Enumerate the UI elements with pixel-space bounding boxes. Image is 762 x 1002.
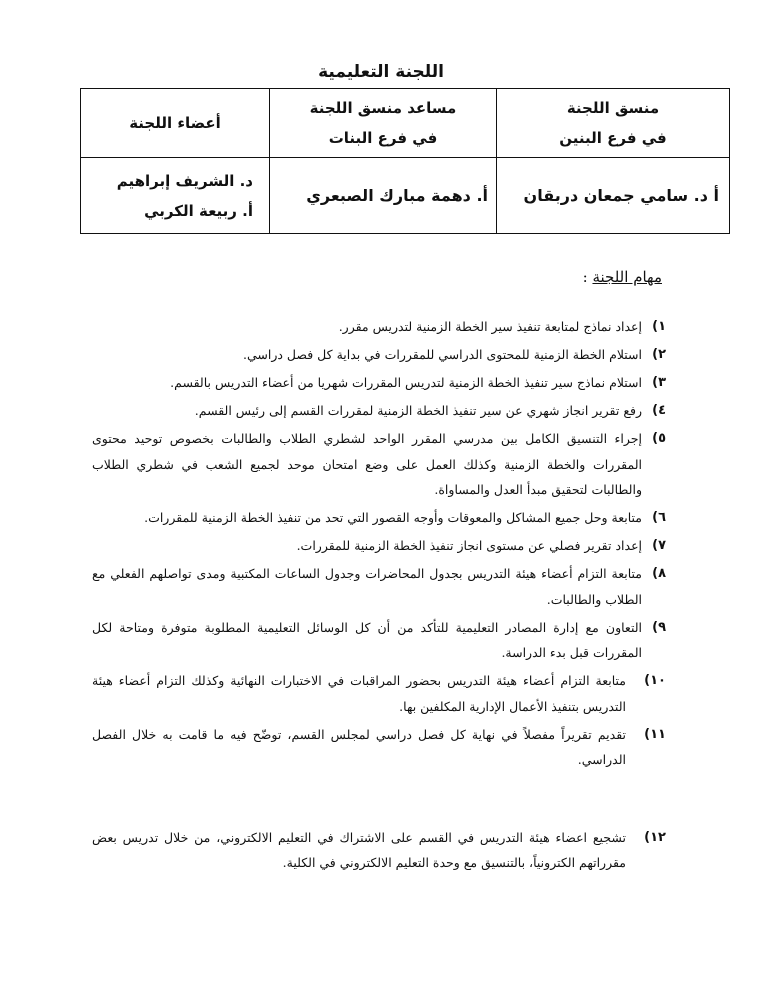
task-text: رفع تقرير انجاز شهري عن سير تنفيذ الخطة الزمنية لمقررات القسم إلى رئيس القسم. [194, 403, 642, 418]
committee-table [80, 88, 730, 234]
tasks-heading-colon: : [582, 268, 593, 286]
task-text: تشجيع اعضاء هيئة التدريس في القسم على الاشتراك في التعليم الالكتروني، من خلال تدريس بعض مقرراتهم الكترونياً، بالتنسيق مع وحدة التعليم الالكتروني في الكلية. [92, 829, 626, 870]
assistant-header-cell [270, 89, 497, 158]
coordinator-header-branch: في فرع البنين [559, 129, 667, 148]
coordinator-header-cell [497, 89, 730, 158]
task-item [92, 398, 666, 424]
task-number: ١٠) [644, 673, 666, 688]
assistant-header-title: مساعد منسق اللجنة [309, 99, 457, 118]
task-item [92, 615, 666, 666]
member-name-1: د. الشريف إبراهيم [116, 171, 253, 190]
task-item [92, 426, 666, 503]
coordinator-header-title: منسق اللجنة [566, 99, 660, 118]
task-text: استلام نماذج سير تنفيذ الخطة الزمنية لتدريس المقررات شهريا من أعضاء التدريس بالقسم. [170, 375, 642, 390]
assistant-name-cell [270, 158, 497, 234]
task-number: ٨) [652, 566, 666, 581]
task-item [92, 342, 666, 368]
task-number: ٥) [652, 431, 666, 446]
tasks-list [92, 314, 666, 878]
assistant-name: أ. دهمة مبارك الصبعري [306, 185, 488, 205]
task-number: ٢) [652, 347, 666, 362]
members-header-title: أعضاء اللجنة [129, 114, 221, 133]
task-number: ١١) [644, 726, 666, 742]
task-number: ٩) [652, 619, 666, 635]
task-text: التعاون مع إدارة المصادر التعليمية للتأكد من أن كل الوسائل التعليمية المطلوبة متوفرة ومتاحة لكل المقررات قبل بدء الدراسة. [92, 619, 642, 660]
task-text: إعداد نماذج لمتابعة تنفيذ سير الخطة الزمنية لتدريس مقرر. [338, 319, 642, 334]
task-item [92, 561, 666, 612]
task-number: ٣) [652, 375, 666, 390]
table-header-row [81, 89, 730, 158]
task-item [92, 533, 666, 559]
task-number: ٤) [652, 403, 666, 418]
task-number: ١) [652, 319, 666, 334]
task-item [92, 314, 666, 340]
task-text: متابعة وحل جميع المشاكل والمعوقات وأوجه القصور التي تحد من تنفيذ الخطة الزمنية للمقررات. [144, 510, 642, 525]
task-item [92, 825, 666, 876]
coordinator-name-cell [497, 158, 730, 234]
task-text: متابعة التزام أعضاء هيئة التدريس بحضور المراقبات في الاختبارات النهائية وكذلك التزام أعضاء هيئة التدريس بتنفيذ الأعمال الإدارية المكلفين بها. [92, 673, 626, 714]
task-text: تقديم تقريراً مفصلاً في نهاية كل فصل دراسي لمجلس القسم، توضّح فيه ما قامت به خلال الفصل الدراسي. [92, 726, 626, 767]
task-text: متابعة التزام أعضاء هيئة التدريس بجدول المحاضرات وجدول الساعات المكتبية ومدى تواصلهم الفعلي مع الطلاب والطالبات. [92, 566, 642, 607]
coordinator-name: أ د. سامي جمعان دربقان [523, 185, 719, 205]
task-text: إعداد تقرير فصلي عن مستوى انجاز تنفيذ الخطة الزمنية للمقررات. [296, 538, 642, 553]
assistant-header-branch: في فرع البنات [328, 129, 438, 148]
task-text: إجراء التنسيق الكامل بين مدرسي المقرر الواحد لشطري الطلاب والطالبات بخصوص توحيد محتوى المقررات والخطة الزمنية وكذلك العمل على وضع امتحان موحد لجميع الشعب في شطري الطلاب والطالبات لتحقيق مبدأ العدل والمساواة. [92, 431, 642, 497]
task-item [92, 668, 666, 719]
task-item [92, 722, 666, 773]
tasks-heading-text: مهام اللجنة [592, 268, 662, 286]
task-number: ٦) [652, 510, 666, 525]
member-name-2: أ. ربيعة الكربي [144, 201, 253, 220]
table-names-row [81, 158, 730, 234]
task-text: استلام الخطة الزمنية للمحتوى الدراسي للمقررات في بداية كل فصل دراسي. [243, 347, 642, 362]
task-item [92, 505, 666, 531]
members-header-cell [81, 89, 270, 158]
task-number: ٧) [652, 538, 666, 553]
task-item [92, 370, 666, 396]
tasks-heading [583, 266, 662, 288]
members-names-cell [81, 158, 270, 234]
task-number: ١٢) [644, 829, 666, 845]
page-title: اللجنة التعليمية [318, 62, 444, 82]
